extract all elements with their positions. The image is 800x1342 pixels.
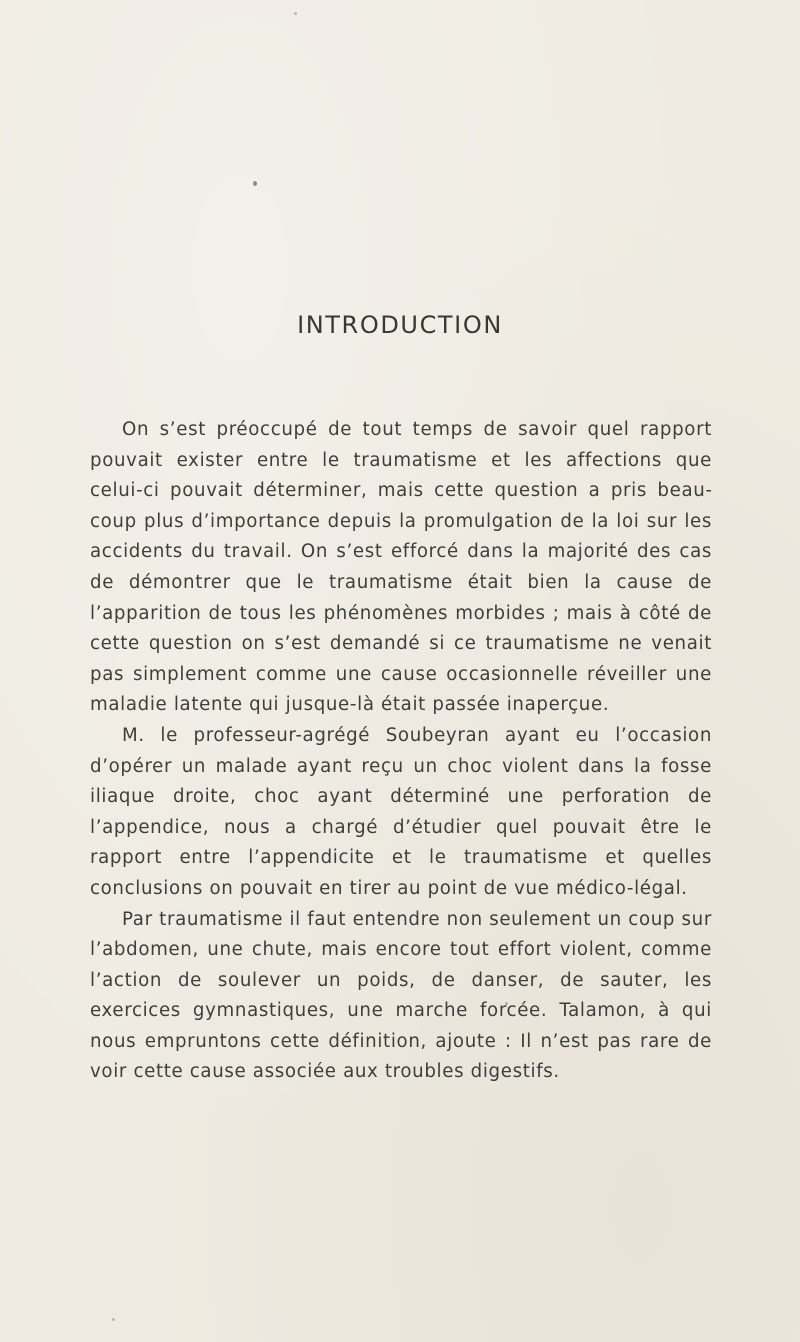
- paragraph-soubeyran: M. le professeur-agrégé Soubeyran ayant eu l’occasion d’opérer un malade ayant reçu un choc violent dans la fosse iliaque droite, choc ayant déterminé une perforation de l’appendice, nous a chargé d’étudier quel pouvait être le rapport entre l’appendicite et le traumatisme et quelles conclusions on pouvait en tirer au point de vue médico-légal.: [90, 724, 712, 899]
- ink-speck: [294, 12, 297, 15]
- paragraph-intro: On s’est préoccupé de tout temps de savoir quel rapport pouvait exister entre le traumatisme et les affections que celui-ci pouvait déterminer, mais cette question a pris beaucoup plus d’importance depuis la promulgation de la loi sur les accidents du travail. On s’est efforcé dans la majorité des cas de démontrer que le traumatisme était bien la cause de l’apparition de tous les phénomènes morbides ; mais à côté de cette question on s’est demandé si ce traumatisme ne venait pas simplement comme une cause occasionnelle réveiller une maladie latente qui jusque-là était passée inaperçue.: [90, 419, 712, 716]
- ink-speck: [253, 181, 257, 186]
- body-text: [90, 415, 712, 1088]
- paragraph-definition: Par traumatisme il faut entendre non seulement un coup sur l’abdomen, une chute, mais encore tout effort violent, comme l’action de soulever un poids, de danser, de sauter, les exercices gymnastiques, une marche forcée. Talamon, à qui nous empruntons cette définition, ajoute : Il n’est pas rare de voir cette cause associée aux troubles digestifs.: [90, 908, 712, 1083]
- ink-speck: [112, 1318, 115, 1321]
- page-title: INTRODUCTION: [297, 311, 503, 339]
